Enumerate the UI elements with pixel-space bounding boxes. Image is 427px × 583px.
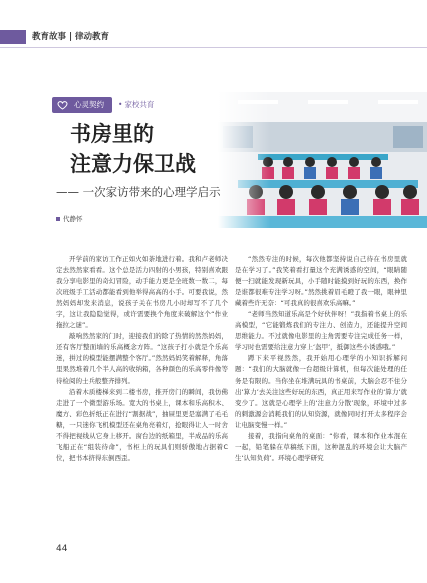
body-column-left — [56, 254, 228, 464]
article-author — [56, 214, 83, 223]
paragraph: “然然专注的时候，每次他都坚持说自己待在书房里就是在学习了。”我笑着看打量这个充满诱惑的空间，“眼睛随便一扫就能发现新玩具，小手随时能摸到好玩的东西，换作是谁都很难专注学习呀。”然然挑着眉毛瞪了我一眼，眼神里藏着些许无奈：“可我真的很喜欢乐高嘛。” — [235, 255, 407, 308]
paragraph: 蹲下来平视然然，我开始用心理学的小知识拆解问题：“我们的大脑就像一台超级计算机，但每次能处理的任务是有限的。当你坐在堆满玩具的书桌前，大脑会忍不住分出‘算力’去关注这些好玩的东西，真正用来写作业的‘算力’就变少了。这就是心理学上的‘注意力分散’现象，环境中过多的刺激源会消耗我们的认知资源，就像同时打开太多程序会让电脑变慢一样。” — [235, 354, 407, 429]
body-column-right — [235, 254, 407, 464]
article-subtitle: —— 一次家访带来的心理学启示 — [56, 185, 221, 199]
tag-primary — [52, 97, 112, 113]
article-title-line1: 书房里的 — [70, 121, 154, 146]
article-title-line2: 注意力保卫战 — [70, 151, 196, 176]
classroom-illustration — [218, 92, 427, 228]
hands-heart-icon — [56, 99, 69, 111]
tag-secondary-label: 家校共育 — [124, 100, 155, 109]
paragraph: 敲响然然家的门时，迎接我们的除了热情的然然妈妈，还有客厅整面墙的乐高概念方阵。“这孩子打小就是个乐高迷，拼过的模型能摆满整个客厅。”然然妈妈笑着解释，角落里果然堆着几个半人高的收纳箱，各种颜色的乐高零件像等待检阅的士兵般整齐排列。 — [56, 332, 228, 385]
section-accent-bar — [0, 30, 26, 44]
tag-primary-label: 心灵契约 — [74, 100, 104, 109]
section-label: 教育故事 | 律动教育 — [32, 32, 110, 42]
author-marker-icon — [56, 217, 60, 221]
header-divider — [0, 47, 427, 48]
bullet-dot-icon: • — [118, 100, 123, 109]
tag-secondary — [118, 97, 154, 113]
classroom-photo — [218, 92, 427, 228]
section-header — [0, 30, 427, 44]
paragraph: 沿着木质楼梯来到二楼书房，推开房门的瞬间，我仿佛走进了一个微型游乐场。宽大的书桌上，课本和乐高积木、魔方、彩色折纸正在进行“割据战”，抽屉里更是塞满了毛毛糖，一只迷你飞机模型还在桌角亮着灯，抢眼得让人一时舍不得把视线从它身上移开。窗台边的纸箱里，半成品的乐高飞船正在“组装待命”，书柜上的玩具们则骄傲地占据着C位，把书本挤得东倒西歪。 — [56, 387, 228, 462]
page-number: 44 — [56, 544, 68, 554]
paragraph: 开学前的家访工作正如火如荼地进行着。我和卢老师决定去然然家看看。这个总是活力四射的小男孩，特别喜欢跟我分享电影里的奇幻冒险，动手能力更是全班数一数二，每次班级手工活动都能看到他举得高高的小手。可要我说，然然妈妈却发来消息，说孩子关在书房几小时却写不了几个字，这让我隐隐觉得，或许需要换个角度来破解这个“作业拖拉之谜”。 — [56, 255, 228, 330]
author-name: 代静怀 — [63, 215, 83, 223]
paragraph: 接着，我指向桌角的桌面：“你看，课本和作业本混在一起，铅笔躲在草稿纸下面，这种混乱的环境会让大脑产生‘认知负荷’。环境心理学研究 — [235, 431, 407, 462]
paragraph: “老师当然知道乐高是个好伙伴呀！”我指着书桌上的乐高模型，“它能锻炼我们的专注力、创造力，还能提升空间思维能力。不过就像电影里的主角需要专注完成任务一样，学习时也需要给注意力穿上‘盔甲’，抵御这些小诱惑哦。” — [235, 310, 407, 352]
